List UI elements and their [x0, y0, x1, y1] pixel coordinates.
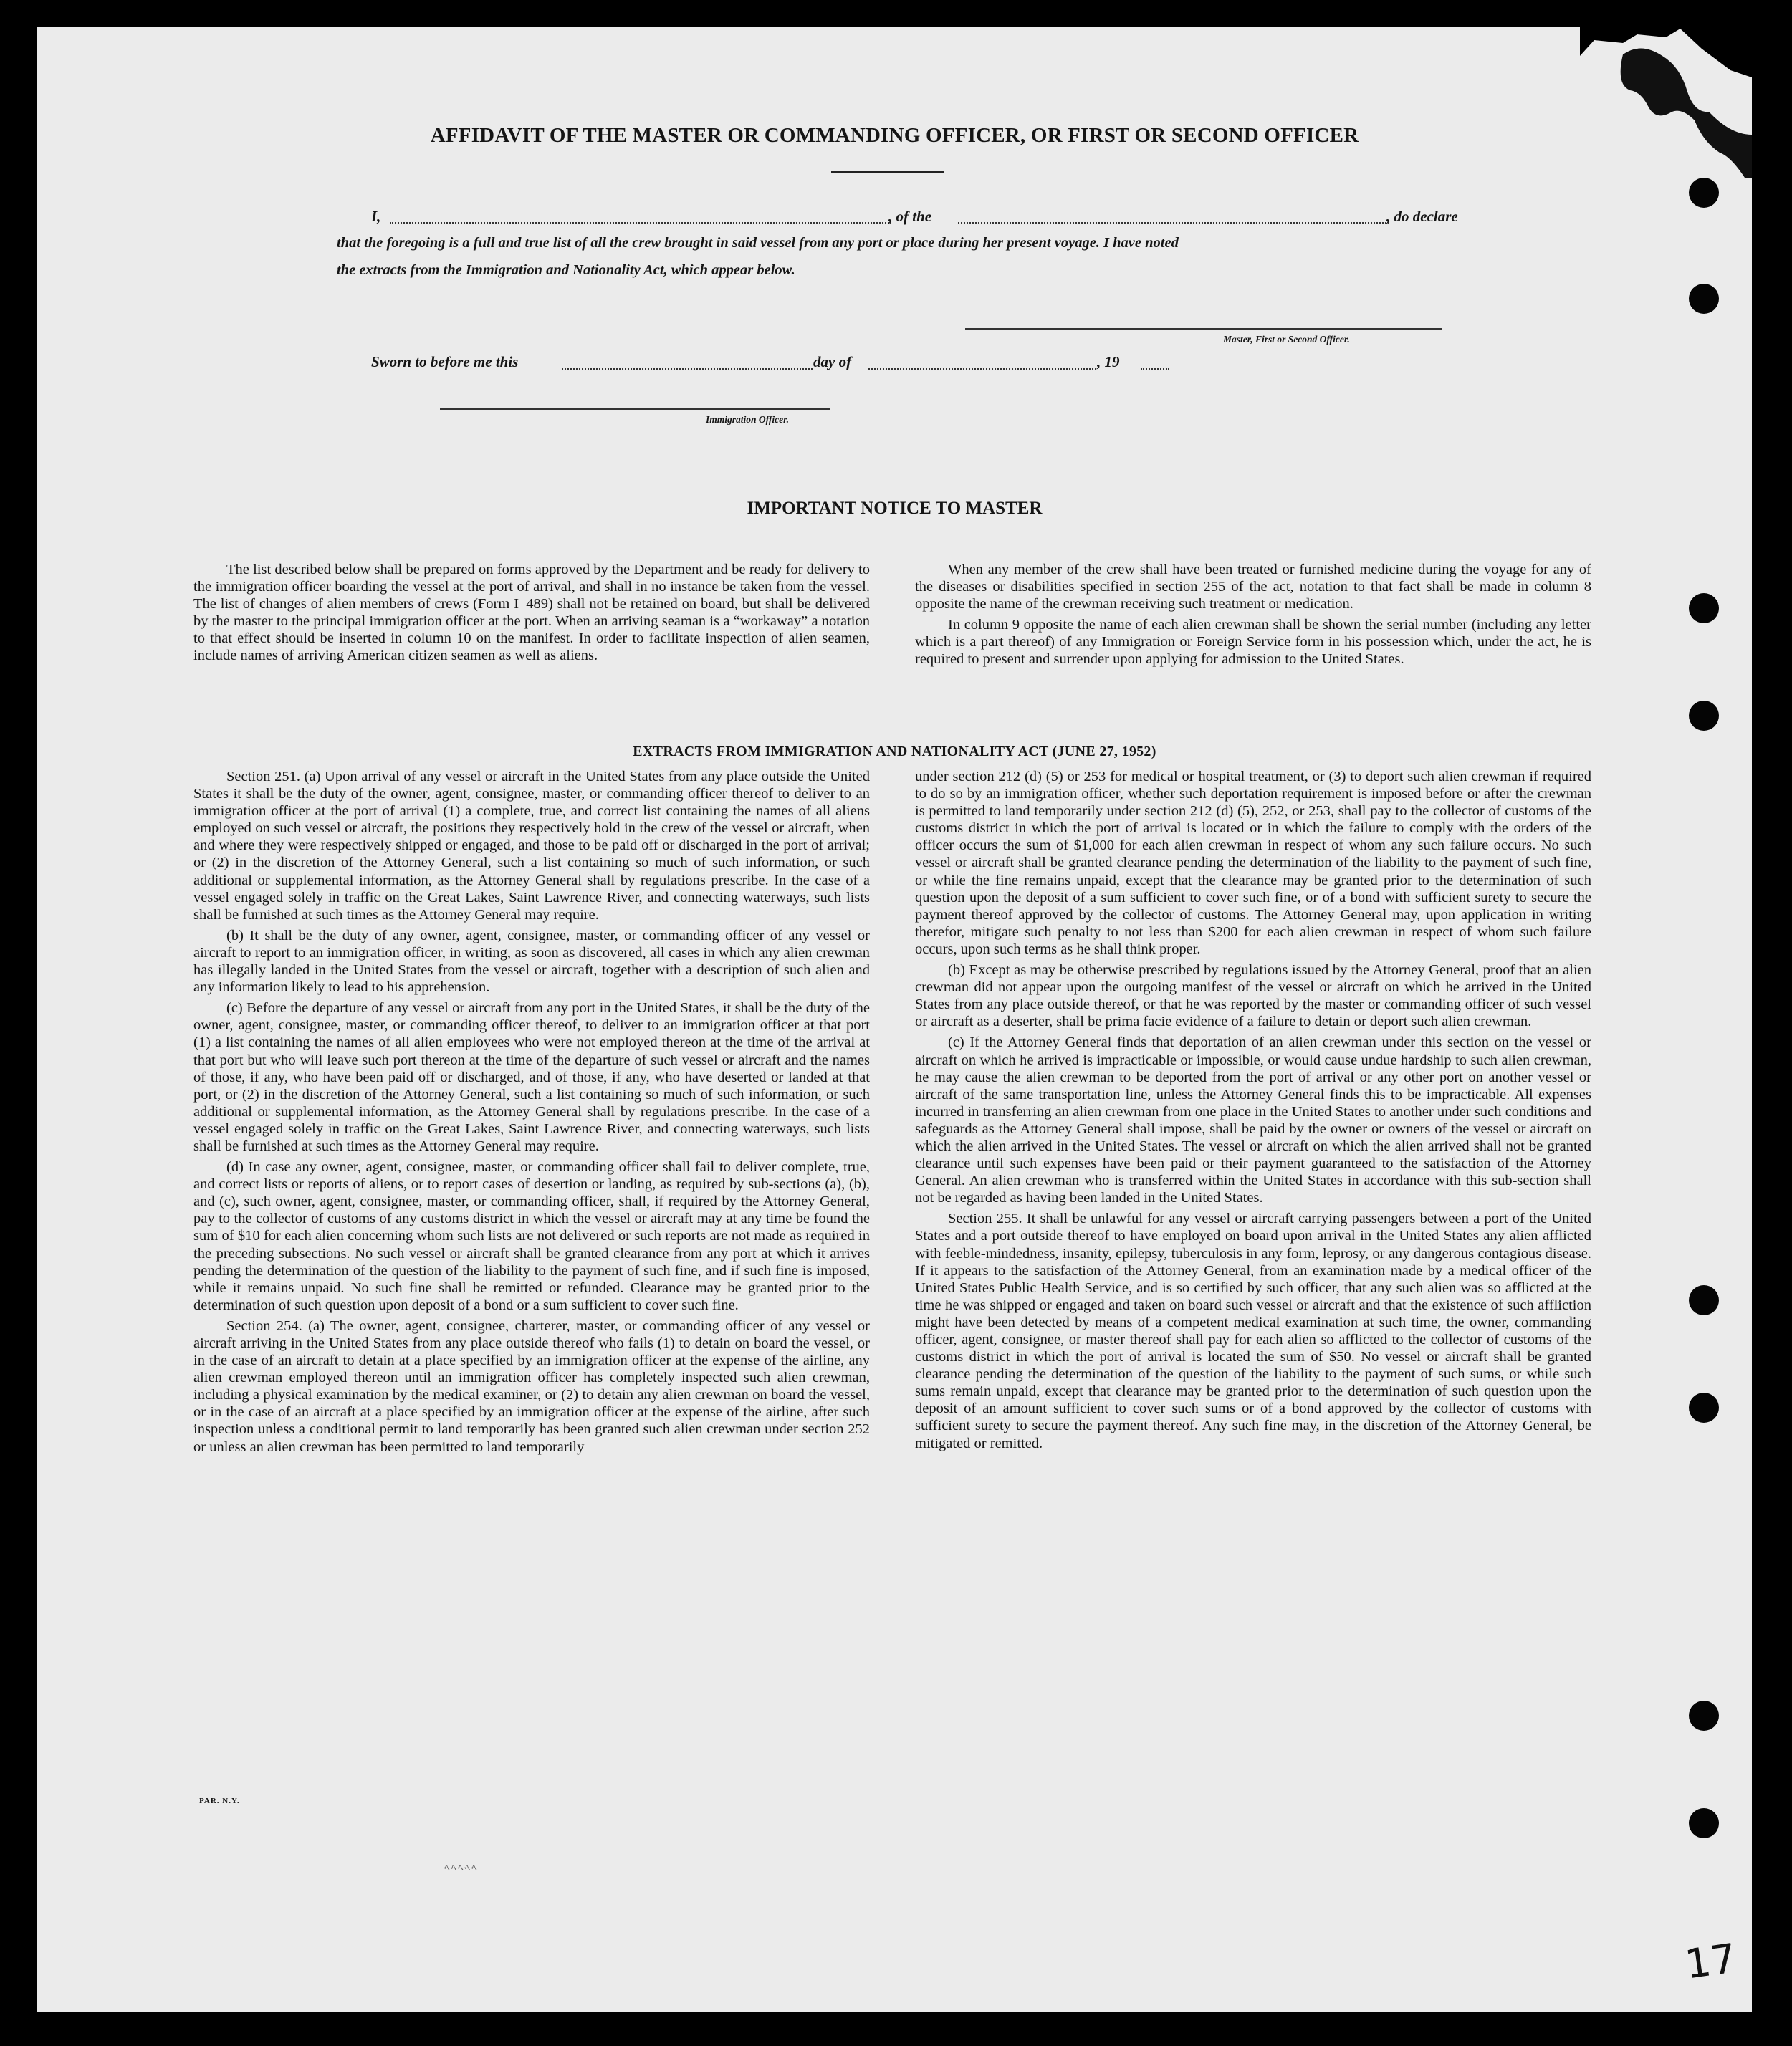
extract-paragraph: under section 212 (d) (5) or 253 for medical or hospital treatment, or (3) to deport such alien crewman if required to do so by an immigration officer, whether such deportation requirement is imposed before or after the crewman is permitted to land temporarily under section 212 (d) (5), 252, or 253, shall pay to the collector of customs of the customs district in which the port of arrival is located or in which the failure to comply with the orders of the officer occurs the sum of $1,000 for each alien crewman in respect of whom any such failure occurs. No such vessel or aircraft shall be granted clearance pending the determination of the liability to the payment of such fine, or while the fine remains unpaid, except that the clearance may be granted prior to the determination of such question upon the deposit of a sum sufficient to cover such fine, or of a bond with sufficient surety to secure the payment thereof approved by the collector of customs. The Attorney General may, upon application in writing therefor, mitigate such penalty to not less than $200 for each alien crewman in respect of whom such failure occurs, upon such terms as he shall think proper. [915, 769, 1591, 957]
notice-title: IMPORTANT NOTICE TO MASTER [747, 499, 1043, 518]
punch-hole [1689, 1701, 1719, 1731]
punch-hole [1689, 1285, 1719, 1315]
extract-paragraph: (c) Before the departure of any vessel or aircraft from any port in the United States, it shall be the duty of the owner, agent, consignee, master, or commanding officer thereof, to deliver to an immigration officer at that port (1) a list containing the names of all alien employees who were not employed thereon at the time of the arrival at that port but who will leave such port thereon at the time of the departure of such vessel or aircraft and the names of those, if any, who have been paid off or discharged, and of those, if any, who have deserted or landed at that port, or (2) in the discretion of the Attorney General, such a list containing so much of such information, or such additional or supplemental information, as the Attorney General shall by regulations prescribe. In the case of a vessel engaged solely in traffic on the Great Lakes, Saint Lawrence River, and connecting waterways, such lists shall be furnished at such times as the Attorney General may require. [193, 1000, 870, 1154]
faint-scrawl: ﾍﾍﾍﾍﾍ [444, 1863, 479, 1874]
extract-paragraph: (d) In case any owner, agent, consignee, master, or commanding officer shall fail to deliver complete, true, and correct lists or reports of aliens, or to report cases of desertion or landing, as required by sub-sections (a), (b), and (c), such owner, agent, consignee, master, or commanding officer, shall, if required by the Attorney General, pay to the collector of customs of any customs district in which the vessel or aircraft may at any time be found the sum of $10 for each alien concerning whom such lists are not delivered or such reports are not made as required in the preceding subsections. No such vessel or aircraft shall be granted clearance from any port at which it arrives pending the determination of the question of the liability to the payment of such fine, and if such fine is imposed, while it remains unpaid. No such fine shall be remitted or refunded. Clearance may be granted prior to the determination of such question upon deposit of a bond or a sum sufficient to cover such fine. [193, 1159, 870, 1313]
notice-paragraph: When any member of the crew shall have been treated or furnished medicine during the voyage for any of the diseases or disabilities specified in section 255 of the act, notation to that fact shall be made in column 8 opposite the name of the crewman receiving such treatment or medication. [915, 562, 1591, 613]
extract-paragraph: Section 251. (a) Upon arrival of any vessel or aircraft in the United States from any place outside the United States it shall be the duty of the owner, agent, consignee, master, or commanding officer thereof to deliver to an immigration officer at the port of arrival (1) a complete, true, and correct list containing the names of all aliens employed on such vessel or aircraft, the positions they respectively hold in the crew of the vessel or aircraft, when and where they were respectively shipped or engaged, and those to be paid off or discharged in the port of arrival; or (2) in the discretion of the Attorney General, such a list containing so much of such information, or such additional or supplemental information, as the Attorney General shall by regulations prescribe. In the case of a vessel engaged solely in traffic on the Great Lakes, Saint Lawrence River, and connecting waterways, such lists shall be furnished at such times as the Attorney General may require. [193, 769, 870, 923]
punch-hole [1689, 593, 1719, 623]
sworn-year-field[interactable] [1141, 368, 1169, 370]
extract-paragraph: (b) Except as may be otherwise prescribed by regulations issued by the Attorney General, proof that an alien crewman did not appear upon the outgoing manifest of the vessel or aircraft on which he arrived in the United States from any place outside thereof, or that he was reported by the master or commanding officer of such vessel or aircraft as a deserter, shall be prima facie evidence of a failure to detain or deport such alien crewman. [915, 962, 1591, 1030]
punch-hole [1689, 701, 1719, 731]
notice-paragraph: The list described below shall be prepared on forms approved by the Department and be ready for delivery to the immigration officer boarding the vessel at the port of arrival, and shall in no instance be taken from the vessel. The list of changes of alien members of crews (Form I–489) shall not be retained on board, but shall be delivered by the master to the principal immigration officer at the port. When an arriving seaman is a “workaway” a notation to that effect should be inserted in column 10 on the manifest. In order to facilitate inspection of alien seamen, include names of arriving American citizen seamen as well as aliens. [193, 562, 870, 664]
sworn-day-field[interactable] [562, 368, 813, 370]
punch-hole [1689, 1808, 1719, 1838]
officer-caption: Immigration Officer. [706, 414, 790, 425]
extract-paragraph: Section 255. It shall be unlawful for any vessel or aircraft carrying passengers between a port of the United States and a port outside thereof to have employed on board upon arrival in the United States any alien afflicted with feeble-mindedness, insanity, epilepsy, tuberculosis in any form, leprosy, or any dangerous contagious disease. If it appears to the satisfaction of the Attorney General, from an examination made by a medical officer of the United States Public Health Service, and is so certified by such officer, that any such alien was so afflicted at the time he was shipped or engaged and taken on board such vessel or aircraft and that the existence of such affliction might have been detected by means of a competent medical examination at such time, the owner, commanding officer, agent, consignee, or master thereof shall pay for each alien so afflicted to the collector of customs of the customs district in which the port of arrival is located the sum of $50. No vessel or aircraft shall be granted clearance pending the determination of the question of the liability to the payment of such sums, or while such sums remain unpaid, except that clearance may be granted prior to the determination of such question upon the deposit of an amount sufficient to cover such sums or of a bond approved by the collector of customs with sufficient surety to secure the payment thereof. Any such fine may, in the discretion of the Attorney General, be mitigated or remitted. [915, 1211, 1591, 1451]
torn-corner [1515, 27, 1752, 178]
handwritten-page-number: 17 [1682, 1935, 1740, 1989]
affidavit-title: AFFIDAVIT OF THE MASTER OR COMMANDING OFFICER, OR FIRST OR SECOND OFFICER [430, 124, 1359, 147]
year-label: , 19 [1097, 353, 1120, 370]
notice-left-column [193, 561, 870, 668]
master-signature-line[interactable] [965, 328, 1442, 330]
sworn-month-field[interactable] [868, 368, 1096, 370]
printer-mark: PAR. N.Y. [199, 1797, 240, 1805]
notice-paragraph: In column 9 opposite the name of each alien crewman shall be shown the serial number (including any letter which is a part thereof) of any Immigration or Foreign Service form in his possession which, under the act, he is required to present and surrender upon applying for admission to the United States. [915, 617, 1591, 668]
affidavit-of-the: , of the [888, 208, 932, 225]
extract-paragraph: (c) If the Attorney General finds that deportation of an alien crewman under this section on the vessel or aircraft on which he arrived is impracticable or impossible, or would cause undue hardship to such alien crewman, he may cause the alien crewman to be deported from the port of arrival or any other port on another vessel or aircraft of the same transportation line, unless the Attorney General finds this to be impracticable. All expenses incurred in transferring an alien crewman from one place in the United States to another under such conditions and safeguards as the Attorney General shall impose, shall be paid by the owner or owners of the vessel or aircraft on which the alien arrived in the United States. The vessel or aircraft on which the alien arrived shall not be granted clearance until such expenses have been paid or their payment guaranteed to the satisfaction of the Attorney General. An alien crewman who is transferred within the United States in accordance with this sub-section shall not be regarded as having been landed in the United States. [915, 1034, 1591, 1206]
extracts-right-column [915, 768, 1591, 1456]
name-field[interactable] [390, 222, 891, 224]
extract-paragraph: (b) It shall be the duty of any owner, agent, consignee, master, or commanding officer of any vessel or aircraft to report to an immigration officer, in writing, as soon as discovered, all cases in which any alien crewman has illegally landed in the United States from the vessel or aircraft, together with a description of such alien and any information likely to lead to his apprehension. [193, 927, 870, 996]
title-rule [831, 171, 944, 173]
affidavit-line2: that the foregoing is a full and true list of all the crew brought in said vessel from any port or place during her present voyage. I have noted [337, 235, 1179, 251]
extract-paragraph: Section 254. (a) The owner, agent, consignee, charterer, master, or commanding officer of any vessel or aircraft arriving in the United States from any place outside thereof who fails (1) to detain on board the vessel, or in the case of an aircraft to detain at a place specified by an immigration officer at the expense of the airline, any alien crewman employed thereon until an immigration officer has completely inspected such alien crewman, including a physical examination by the medical examiner, or (2) to detain any alien crewman on board the vessel, or in the case of an aircraft at a place specified by an immigration officer at the expense of the airline, after such inspection unless a conditional permit to land temporarily has been granted such alien crewman under section 252 or unless an alien crewman has been permitted to land temporarily [193, 1317, 870, 1455]
punch-hole [1689, 284, 1719, 314]
document-page [37, 27, 1752, 2012]
affidavit-declare: , do declare [1386, 208, 1458, 225]
punch-hole [1689, 1393, 1719, 1423]
notice-right-column [915, 561, 1591, 672]
sworn-label: Sworn to before me this [371, 353, 519, 370]
affidavit-line3: the extracts from the Immigration and Nationality Act, which appear below. [337, 262, 795, 278]
affidavit-i: I, [371, 208, 381, 225]
day-of-label: day of [813, 353, 852, 370]
extracts-left-column [193, 768, 870, 1459]
extracts-title: EXTRACTS FROM IMMIGRATION AND NATIONALITY ACT (JUNE 27, 1952) [633, 744, 1156, 759]
master-caption: Master, First or Second Officer. [1223, 334, 1350, 345]
vessel-field[interactable] [958, 222, 1389, 224]
officer-signature-line[interactable] [440, 408, 830, 410]
punch-hole [1689, 178, 1719, 208]
